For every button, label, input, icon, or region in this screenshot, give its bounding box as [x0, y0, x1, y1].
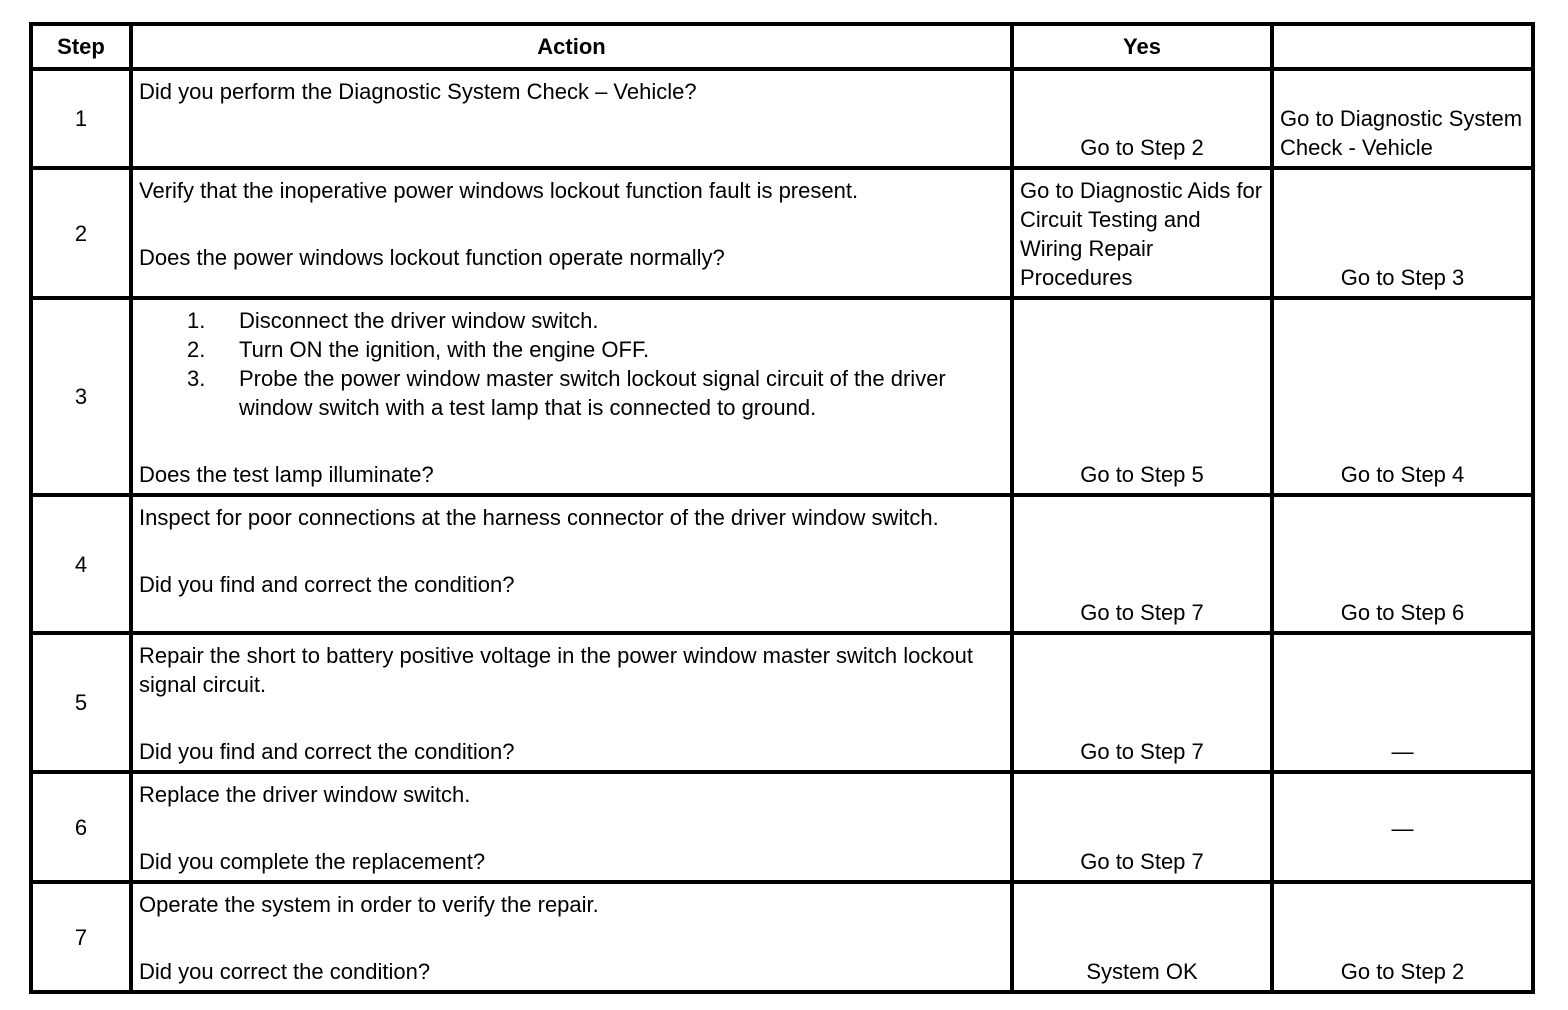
yes-result: Go to Step 5	[1080, 462, 1204, 487]
yes-cell	[1012, 298, 1272, 495]
substep-number: 3.	[187, 366, 206, 391]
yes-result: System OK	[1086, 959, 1198, 984]
no-cell	[1272, 882, 1533, 992]
diagnostic-table	[29, 22, 1535, 994]
step-number: 7	[31, 882, 131, 992]
header-yes: Yes	[1012, 24, 1272, 69]
table-row	[31, 168, 1533, 298]
table-row	[31, 298, 1533, 495]
action-cell	[131, 495, 1012, 633]
yes-cell	[1012, 168, 1272, 298]
no-cell	[1272, 495, 1533, 633]
no-result: Go to Step 2	[1340, 959, 1465, 984]
substep-number: 2.	[187, 337, 206, 362]
substep-list	[139, 306, 1004, 422]
substep-text: Turn ON the ignition, with the engine OFF.	[239, 337, 650, 362]
no-result: Go to Step 3	[1340, 265, 1465, 290]
action-text: Replace the driver window switch.	[139, 782, 471, 807]
yes-result: Go to Diagnostic Aids for Circuit Testing and Wiring Repair Procedures	[1020, 178, 1263, 290]
substep-item	[187, 306, 1004, 335]
table-row	[31, 882, 1533, 992]
action-text: Operate the system in order to verify the repair.	[139, 892, 599, 917]
no-result: —	[1391, 739, 1414, 764]
header-row	[31, 24, 1533, 69]
action-cell	[131, 772, 1012, 882]
yes-cell	[1012, 882, 1272, 992]
yes-cell	[1012, 495, 1272, 633]
table-row	[31, 772, 1533, 882]
header-no	[1272, 24, 1533, 69]
substep-number: 1.	[187, 308, 206, 333]
substep-item	[187, 335, 1004, 364]
no-cell	[1272, 633, 1533, 772]
yes-result: Go to Step 7	[1080, 600, 1204, 625]
step-number: 5	[31, 633, 131, 772]
table-row	[31, 633, 1533, 772]
action-question: Did you correct the condition?	[139, 959, 431, 984]
yes-result: Go to Step 7	[1080, 849, 1204, 874]
header-step: Step	[31, 24, 131, 69]
action-cell	[131, 168, 1012, 298]
yes-result: Go to Step 2	[1080, 135, 1204, 160]
no-cell	[1272, 772, 1533, 882]
substep-text: Disconnect the driver window switch.	[239, 308, 599, 333]
no-cell	[1272, 298, 1533, 495]
no-result: Go to Diagnostic System Check - Vehicle	[1280, 106, 1523, 160]
step-number: 6	[31, 772, 131, 882]
action-text: Repair the short to battery positive voltage in the power window master switch lockout signal circuit.	[139, 643, 973, 697]
action-cell	[131, 882, 1012, 992]
step-number: 3	[31, 298, 131, 495]
no-result: Go to Step 4	[1340, 462, 1465, 487]
yes-cell	[1012, 633, 1272, 772]
action-question: Did you complete the replacement?	[139, 849, 486, 874]
action-text: Did you perform the Diagnostic System Check – Vehicle?	[139, 79, 697, 104]
action-question: Did you find and correct the condition?	[139, 739, 515, 764]
header-action: Action	[131, 24, 1012, 69]
substep-item	[187, 364, 1004, 422]
action-cell	[131, 298, 1012, 495]
substep-text: Probe the power window master switch lockout signal circuit of the driver window switch with a test lamp that is connected to ground.	[239, 366, 946, 420]
action-text: Verify that the inoperative power windows lockout function fault is present.	[139, 178, 859, 203]
step-number: 2	[31, 168, 131, 298]
action-question: Does the power windows lockout function operate normally?	[139, 245, 725, 270]
step-number: 4	[31, 495, 131, 633]
no-cell	[1272, 168, 1533, 298]
action-cell	[131, 633, 1012, 772]
table-row	[31, 69, 1533, 168]
yes-cell	[1012, 69, 1272, 168]
action-text: Inspect for poor connections at the harness connector of the driver window switch.	[139, 505, 939, 530]
no-cell	[1272, 69, 1533, 168]
no-result: Go to Step 6	[1340, 600, 1465, 625]
table-row	[31, 495, 1533, 633]
action-question: Did you find and correct the condition?	[139, 572, 515, 597]
action-question: Does the test lamp illuminate?	[139, 462, 434, 487]
yes-cell	[1012, 772, 1272, 882]
no-result: —	[1391, 815, 1414, 841]
action-cell	[131, 69, 1012, 168]
step-number: 1	[31, 69, 131, 168]
yes-result: Go to Step 7	[1080, 739, 1204, 764]
